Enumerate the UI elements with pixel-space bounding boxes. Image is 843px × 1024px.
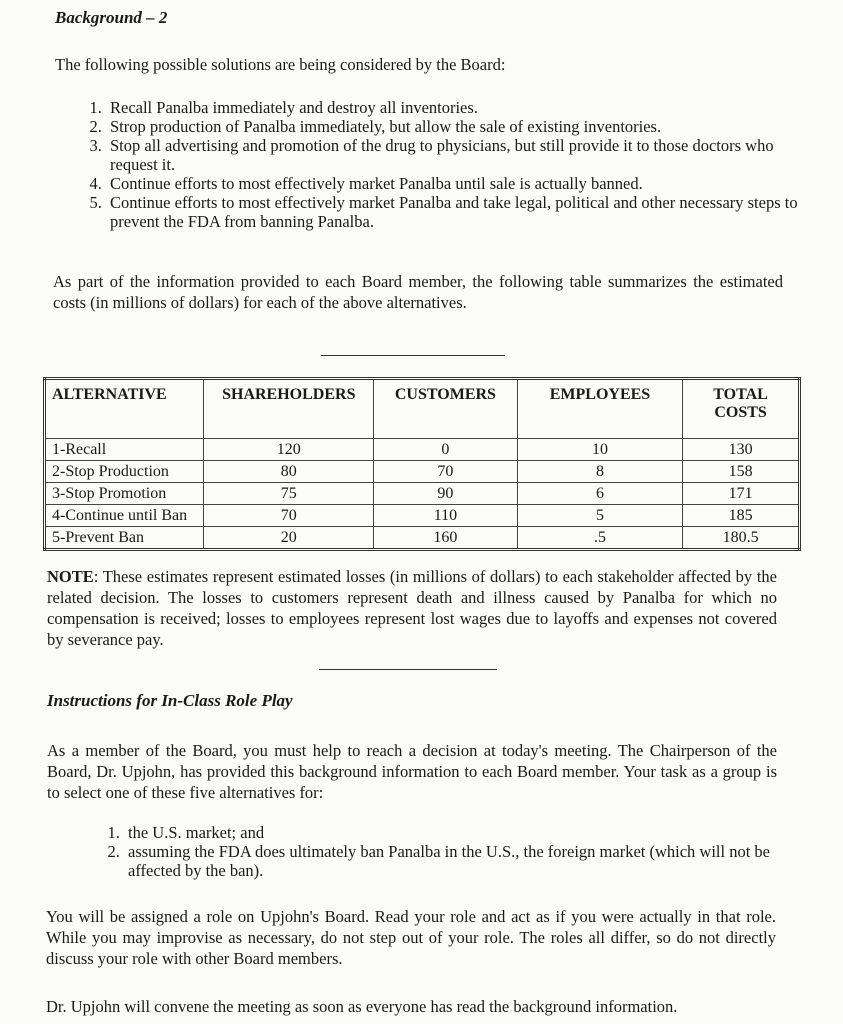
market-item: 1. the U.S. market; and (124, 823, 804, 842)
column-header-total-costs: TOTAL COSTS (683, 379, 800, 439)
table-cell: 110 (374, 505, 518, 527)
table-cell: 160 (374, 527, 518, 550)
table-cell: 80 (204, 461, 374, 483)
table-cell: .5 (517, 527, 682, 550)
column-header-shareholders: SHAREHOLDERS (204, 379, 374, 439)
divider (319, 669, 497, 670)
table-cell: 180.5 (683, 527, 800, 550)
table-cell: 130 (683, 439, 800, 461)
markets-list (98, 823, 804, 880)
solution-item: 2. Strop production of Panalba immediately, but allow the sale of existing inventories. (106, 117, 812, 136)
table-cell: 70 (204, 505, 374, 527)
table-row (45, 439, 800, 461)
market-item: 2. assuming the FDA does ultimately ban Panalba in the U.S., the foreign market (which will not be affected by the ban). (124, 842, 804, 880)
solution-item: 3. Stop all advertising and promotion of the drug to physicians, but still provide it to those doctors who request it. (106, 136, 812, 174)
column-header-alternative: ALTERNATIVE (45, 379, 204, 439)
solution-item: 5. Continue efforts to most effectively market Panalba and take legal, political and other necessary steps to prevent the FDA from banning Panalba. (106, 193, 812, 231)
note-label: NOTE (47, 567, 94, 586)
instructions-text: As a member of the Board, you must help to reach a decision at today's meeting. The Chairperson of the Board, Dr. Upjohn, has provided this background information to each Board member. Your task as a group is to select one of these five alternatives for: (47, 741, 777, 802)
cost-table (43, 377, 801, 551)
table-cell: 5 (517, 505, 682, 527)
table-cell: 2-Stop Production (45, 461, 204, 483)
solution-item: 1. Recall Panalba immediately and destroy all inventories. (106, 98, 812, 117)
column-header-employees: EMPLOYEES (517, 379, 682, 439)
table-cell: 75 (204, 483, 374, 505)
table-cell: 70 (374, 461, 518, 483)
table-cell: 158 (683, 461, 800, 483)
background-heading: Background – 2 (55, 8, 168, 27)
divider (321, 355, 505, 356)
table-cell: 10 (517, 439, 682, 461)
table-cell: 1-Recall (45, 439, 204, 461)
table-row (45, 527, 800, 550)
table-cell: 120 (204, 439, 374, 461)
table-cell: 6 (517, 483, 682, 505)
solutions-list (80, 98, 812, 231)
table-cell: 185 (683, 505, 800, 527)
closing-text: Dr. Upjohn will convene the meeting as soon as everyone has read the background information. (46, 997, 678, 1016)
table-cell: 171 (683, 483, 800, 505)
column-header-customers: CUSTOMERS (374, 379, 518, 439)
table-cell: 5-Prevent Ban (45, 527, 204, 550)
table-cell: 20 (204, 527, 374, 550)
table-cell: 90 (374, 483, 518, 505)
table-intro-text: As part of the information provided to each Board member, the following table summarizes the estimated costs (in millions of dollars) for each of the above alternatives. (53, 272, 783, 312)
solution-item: 4. Continue efforts to most effectively market Panalba until sale is actually banned. (106, 174, 812, 193)
instructions-heading: Instructions for In-Class Role Play (47, 691, 293, 710)
intro-text: The following possible solutions are being considered by the Board: (55, 55, 506, 74)
note-paragraph (47, 566, 777, 650)
table-cell: 8 (517, 461, 682, 483)
table-cell: 0 (374, 439, 518, 461)
table-row (45, 505, 800, 527)
note-text: : These estimates represent estimated losses (in millions of dollars) to each stakeholder affected by the related decision. The losses to customers represent death and illness caused by Panalba for which no compensation is received; losses to employees represent lost wages due to layoffs and expenses not covered by severance pay. (47, 567, 777, 649)
role-paragraph: You will be assigned a role on Upjohn's Board. Read your role and act as if you were actually in that role. While you may improvise as necessary, do not step out of your role. The roles all differ, so do not directly discuss your role with other Board members. (46, 907, 776, 968)
table-cell: 4-Continue until Ban (45, 505, 204, 527)
table-header-row (45, 379, 800, 439)
table-row (45, 483, 800, 505)
table-cell: 3-Stop Promotion (45, 483, 204, 505)
table-row (45, 461, 800, 483)
